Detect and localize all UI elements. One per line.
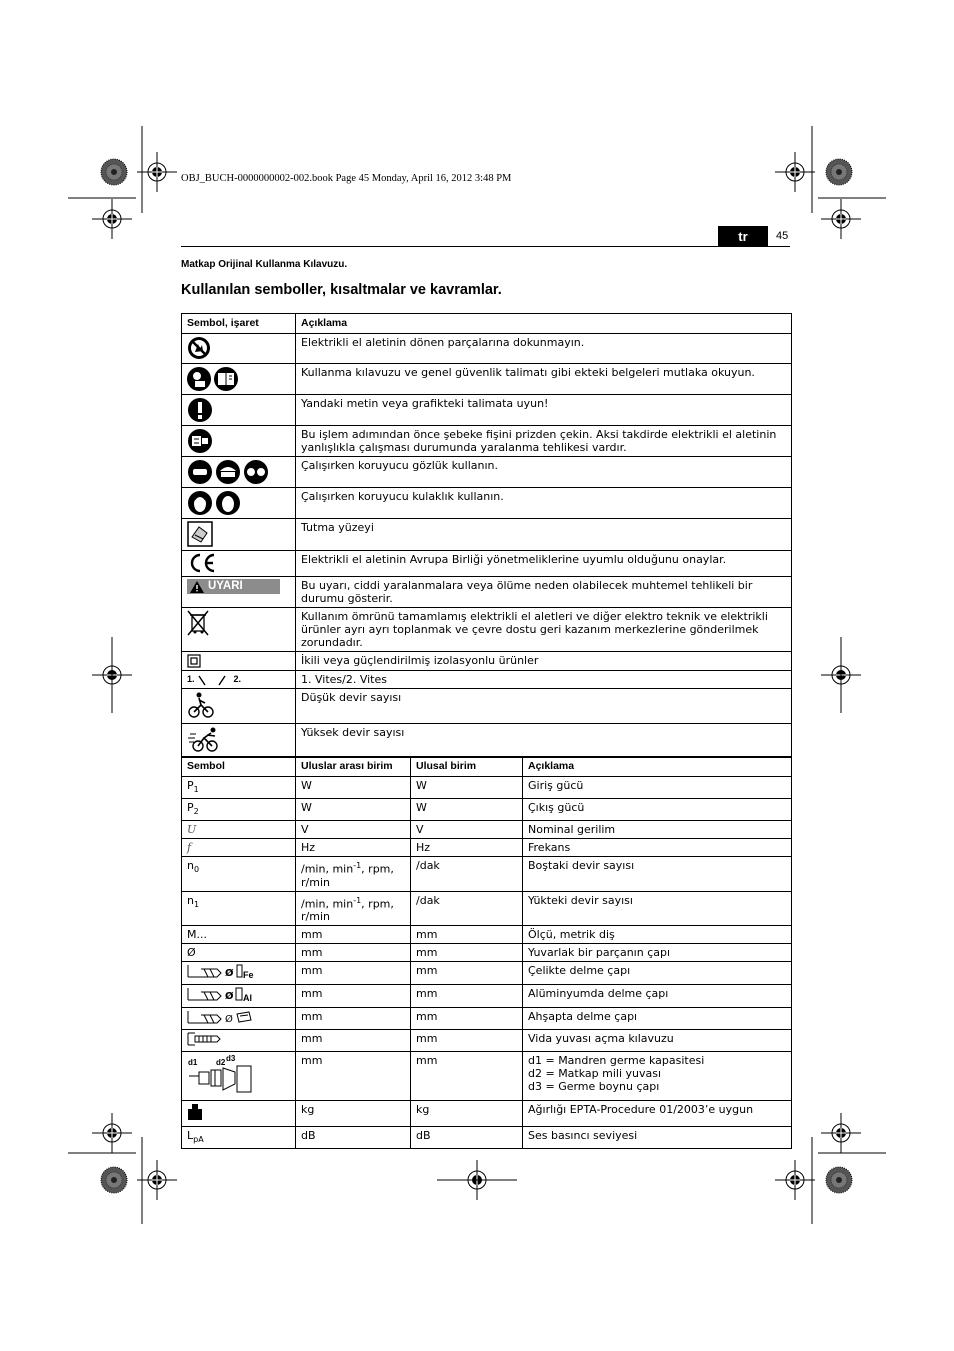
- description-cell: Elektrikli el aletinin Avrupa Birliği yönetmeliklerine uyumlu olduğunu onaylar.: [296, 551, 792, 577]
- description-cell: Ölçü, metrik diş: [523, 926, 792, 944]
- symbol-cell: [182, 364, 296, 395]
- intl-unit-cell: Hz: [296, 839, 411, 857]
- warning-label: [187, 579, 280, 594]
- description-cell: Kullanım ömrünü tamamlamış elektrikli el aletleri ve diğer elektro teknik ve elektrikli ürünler ayrı ayrı toplanmak ve çevre dostu geri kazanım merkezlerine gönderilmek zorundadır.: [296, 608, 792, 652]
- unplug-icon: [187, 428, 213, 454]
- symbol-cell: [182, 1030, 296, 1052]
- symbol-cell: M...: [182, 926, 296, 944]
- column-header: Sembol, işaret: [182, 314, 296, 334]
- chuck-label: d1: [188, 1058, 198, 1068]
- symbol-cell: [182, 519, 296, 551]
- description-cell: Çalışırken koruyucu gözlük kullanın.: [296, 457, 792, 488]
- symbol-cell: [182, 1101, 296, 1127]
- header-rule: [181, 246, 790, 247]
- section-title: Kullanılan semboller, kısaltmalar ve kavramlar.: [181, 282, 502, 298]
- description-cell: Çıkış gücü: [523, 799, 792, 821]
- description-cell: Kullanma kılavuzu ve genel güvenlik talimatı gibi ekteki belgeleri mutlaka okuyun.: [296, 364, 792, 395]
- intl-unit-cell: mm: [296, 926, 411, 944]
- drill-steel-icon: [187, 964, 243, 978]
- description-cell: Yandaki metin veya grafikteki talimata uyun!: [296, 395, 792, 426]
- description-cell: Boştaki devir sayısı: [523, 857, 792, 892]
- column-header: Açıklama: [296, 314, 792, 334]
- symbol-cell: [182, 689, 296, 724]
- symbol-cell: [182, 457, 296, 488]
- exclamation-icon: [187, 397, 213, 423]
- chuck-label: d2: [216, 1058, 226, 1068]
- weee-bin-icon: [187, 610, 209, 636]
- description-cell: 1. Vites/2. Vites: [296, 671, 792, 689]
- national-unit-cell: V: [411, 821, 523, 839]
- intl-unit-cell: W: [296, 799, 411, 821]
- svg-text:Ø: Ø: [225, 991, 234, 1002]
- national-unit-cell: kg: [411, 1101, 523, 1127]
- national-unit-cell: mm: [411, 1008, 523, 1030]
- document-subtitle: Matkap Orijinal Kullanma Kılavuzu.: [181, 259, 348, 270]
- symbol-cell: $n_1$: [182, 891, 296, 926]
- description-cell: d1 = Mandren germe kapasitesi d2 = Matkap mili yuvası d3 = Germe boynu çapı: [523, 1052, 792, 1101]
- description-cell: Vida yuvası açma kılavuzu: [523, 1030, 792, 1052]
- national-unit-cell: /dak: [411, 891, 523, 926]
- description-cell: Yükteki devir sayısı: [523, 891, 792, 926]
- drill-wood-icon: [187, 1010, 253, 1024]
- national-unit-cell: mm: [411, 985, 523, 1008]
- intl-unit-cell: W: [296, 777, 411, 799]
- svg-text:Ø: Ø: [225, 968, 234, 979]
- national-unit-cell: mm: [411, 962, 523, 985]
- svg-text:Ø: Ø: [225, 1014, 233, 1025]
- symbol-cell: [182, 426, 296, 457]
- national-unit-cell: mm: [411, 944, 523, 962]
- symbol-cell: [182, 395, 296, 426]
- description-cell: Giriş gücü: [523, 777, 792, 799]
- symbols-table: [181, 313, 792, 758]
- column-header: Ulusal birim: [411, 757, 523, 777]
- national-unit-cell: mm: [411, 1030, 523, 1052]
- warning-label-text: UYARI: [208, 580, 243, 592]
- national-unit-cell: mm: [411, 1052, 523, 1101]
- description-cell: Yüksek devir sayısı: [296, 724, 792, 758]
- description-cell: Tutma yüzeyi: [296, 519, 792, 551]
- gear-label: 1.: [187, 674, 195, 684]
- symbol-cell: [182, 652, 296, 671]
- description-cell: Bu işlem adımından önce şebeke fişini prizden çekin. Aksi takdirde elektrikli el aletinin yanlışlıkla çalışması durumunda yaralanma tehlikesi vardır.: [296, 426, 792, 457]
- page-number: 45: [776, 230, 789, 242]
- national-unit-cell: W: [411, 799, 523, 821]
- symbol-cell: Ø: [182, 944, 296, 962]
- national-unit-cell: Hz: [411, 839, 523, 857]
- read-manual-icon: [187, 366, 239, 392]
- description-cell: Alüminyumda delme çapı: [523, 985, 792, 1008]
- description-cell: Ahşapta delme çapı: [523, 1008, 792, 1030]
- intl-unit-cell: mm: [296, 1030, 411, 1052]
- description-cell: Yuvarlak bir parçanın çapı: [523, 944, 792, 962]
- symbol-cell: [182, 608, 296, 652]
- national-unit-cell: mm: [411, 926, 523, 944]
- column-header: Sembol: [182, 757, 296, 777]
- grip-surface-icon: [187, 521, 213, 547]
- symbol-cell: [182, 551, 296, 577]
- warning-triangle-icon: [190, 581, 204, 593]
- column-header: Uluslar arası birim: [296, 757, 411, 777]
- gear-label: 2.: [233, 674, 242, 684]
- book-info: OBJ_BUCH-0000000002-002.book Page 45 Monday, April 16, 2012 3:48 PM: [181, 173, 512, 184]
- weight-icon: [187, 1103, 203, 1121]
- intl-unit-cell: mm: [296, 962, 411, 985]
- drill-aluminium-icon: [187, 987, 243, 1001]
- description-cell: Ses basıncı seviyesi: [523, 1127, 792, 1149]
- description-cell: Bu uyarı, ciddi yaralanmalara veya ölüme neden olabilecek muhtemel tehlikeli bir durumu gösterir.: [296, 577, 792, 608]
- eye-protection-icon: [187, 459, 269, 485]
- national-unit-cell: W: [411, 777, 523, 799]
- description-cell: Nominal gerilim: [523, 821, 792, 839]
- column-header: Açıklama: [523, 757, 792, 777]
- symbol-cell: [182, 724, 296, 758]
- low-speed-bike-icon: [187, 691, 215, 719]
- symbol-cell: [182, 577, 296, 608]
- intl-unit-cell: /min, $\min^{-1}$, rpm, r/min: [296, 857, 411, 892]
- description-cell: İkili veya güçlendirilmiş izolasyonlu ürünler: [296, 652, 792, 671]
- description-cell: Frekans: [523, 839, 792, 857]
- intl-unit-cell: /min, $\min^{-1}$, rpm, r/min: [296, 891, 411, 926]
- intl-unit-cell: mm: [296, 1008, 411, 1030]
- symbol-cell: $P_2$: [182, 799, 296, 821]
- description-cell: Elektrikli el aletinin dönen parçalarına dokunmayın.: [296, 334, 792, 364]
- national-unit-cell: /dak: [411, 857, 523, 892]
- intl-unit-cell: mm: [296, 944, 411, 962]
- symbol-cell: [182, 1052, 296, 1101]
- national-unit-cell: dB: [411, 1127, 523, 1149]
- ce-mark-icon: [187, 553, 217, 573]
- description-cell: Düşük devir sayısı: [296, 689, 792, 724]
- symbol-cell: $n_0$: [182, 857, 296, 892]
- symbol-cell: [182, 1008, 296, 1030]
- tap-thread-icon: [187, 1032, 221, 1046]
- do-not-touch-icon: [187, 336, 211, 360]
- ear-protection-icon: [187, 490, 241, 516]
- intl-unit-cell: dB: [296, 1127, 411, 1149]
- symbol-cell: $L_{pA}$: [182, 1127, 296, 1149]
- symbol-cell: Ø Al: [182, 985, 296, 1008]
- gear-select-icon: [197, 674, 227, 686]
- symbol-cell: [182, 671, 296, 689]
- description-cell: Çalışırken koruyucu kulaklık kullanın.: [296, 488, 792, 519]
- high-speed-bike-icon: [187, 726, 221, 754]
- description-cell: Ağırlığı EPTA-Procedure 01/2003’e uygun: [523, 1101, 792, 1127]
- chuck-label: d3: [226, 1054, 236, 1064]
- symbol-cell: $P_1$: [182, 777, 296, 799]
- symbol-cell: U: [182, 821, 296, 839]
- intl-unit-cell: kg: [296, 1101, 411, 1127]
- symbol-cell: [182, 488, 296, 519]
- intl-unit-cell: mm: [296, 1052, 411, 1101]
- symbol-cell: f: [182, 839, 296, 857]
- intl-unit-cell: V: [296, 821, 411, 839]
- description-cell: Çelikte delme çapı: [523, 962, 792, 985]
- double-insulation-icon: [187, 654, 201, 668]
- intl-unit-cell: mm: [296, 985, 411, 1008]
- units-table: [181, 756, 792, 1149]
- symbol-cell: Ø Fe: [182, 962, 296, 985]
- language-badge: tr: [718, 226, 768, 246]
- symbol-cell: [182, 334, 296, 364]
